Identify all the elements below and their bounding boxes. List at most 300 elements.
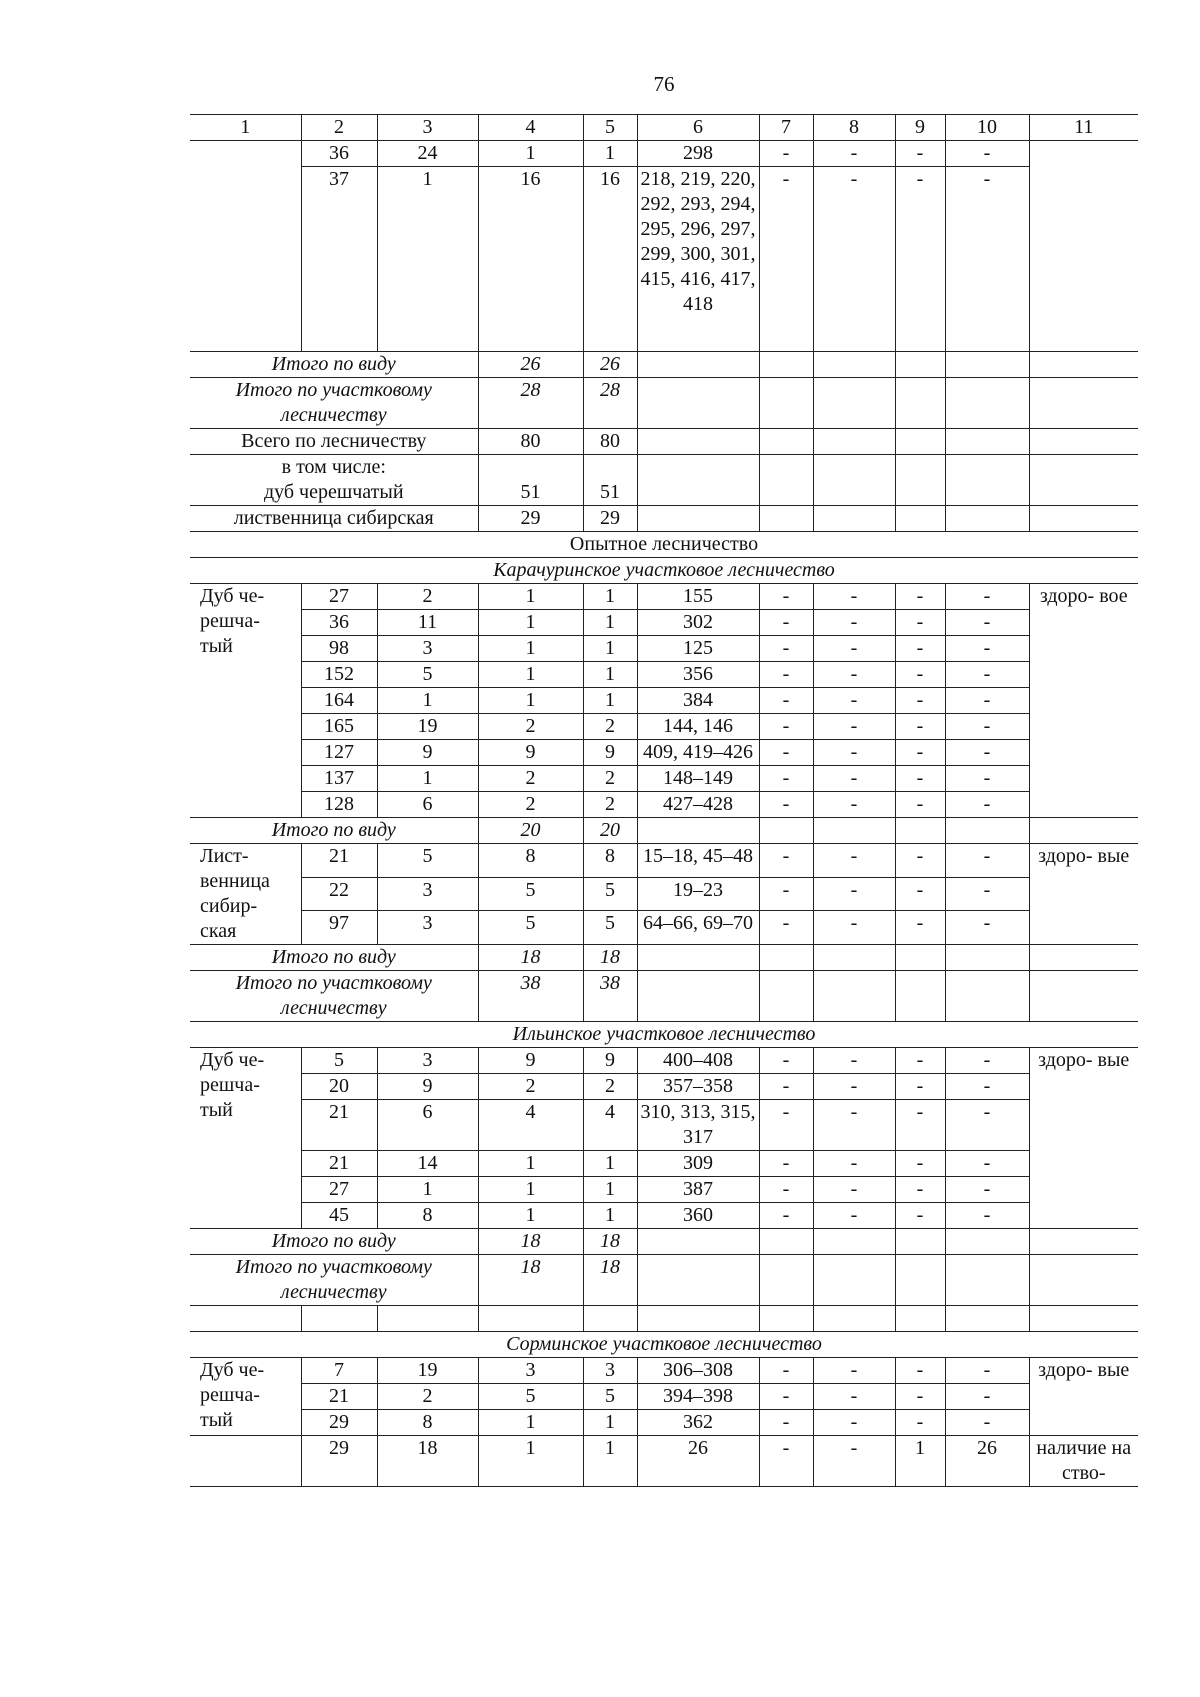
table-cell: - xyxy=(813,740,895,766)
total-row xyxy=(190,378,1138,429)
table-cell: 8 xyxy=(583,844,637,878)
table-cell: 29 xyxy=(583,506,637,532)
table-cell: 21 xyxy=(301,1151,377,1177)
species-cell xyxy=(190,1048,301,1229)
table-cell: - xyxy=(945,1177,1029,1203)
table-cell: 97 xyxy=(301,911,377,945)
table-cell: 21 xyxy=(301,1100,377,1151)
table-cell: 80 xyxy=(583,429,637,455)
table-cell: 427–428 xyxy=(637,792,759,818)
table-cell xyxy=(895,378,945,429)
table-cell: - xyxy=(759,167,813,352)
table-cell xyxy=(813,1306,895,1332)
table-cell: - xyxy=(895,792,945,818)
table-cell: - xyxy=(759,1100,813,1151)
table-cell: 26 xyxy=(945,1436,1029,1487)
table-cell xyxy=(759,1229,813,1255)
table-cell: - xyxy=(945,792,1029,818)
table-cell xyxy=(813,1229,895,1255)
table-cell xyxy=(1029,378,1138,429)
table-cell: 1 xyxy=(478,610,583,636)
table-cell: 38 xyxy=(478,971,583,1022)
table-cell: 2 xyxy=(478,1074,583,1100)
table-cell: 19 xyxy=(377,1358,478,1384)
table-cell: - xyxy=(895,1410,945,1436)
table-cell: 1 xyxy=(377,1177,478,1203)
table-cell: 16 xyxy=(478,167,583,352)
section-title-row xyxy=(190,1022,1138,1048)
table-cell xyxy=(813,818,895,844)
table-cell: - xyxy=(895,877,945,911)
table-cell: - xyxy=(759,877,813,911)
table-cell: - xyxy=(813,141,895,167)
table-cell: 1 xyxy=(583,688,637,714)
table-cell: 80 xyxy=(478,429,583,455)
table-cell: - xyxy=(945,714,1029,740)
table-cell: - xyxy=(759,1048,813,1074)
table-cell: 36 xyxy=(301,141,377,167)
table-cell: 3 xyxy=(377,1048,478,1074)
table-cell: 9 xyxy=(478,1048,583,1074)
table-cell xyxy=(759,818,813,844)
table-cell xyxy=(1029,1229,1138,1255)
table-row xyxy=(190,636,1138,662)
table-cell: 8 xyxy=(377,1410,478,1436)
table-cell: 9 xyxy=(583,740,637,766)
subtotal-label: дуб черешчатый xyxy=(263,481,404,503)
table-cell: - xyxy=(945,610,1029,636)
table-cell: - xyxy=(813,167,895,352)
table-cell: 38 xyxy=(583,971,637,1022)
table-cell: - xyxy=(759,740,813,766)
column-header: 1 xyxy=(190,115,301,141)
table-cell: 1 xyxy=(478,1177,583,1203)
table-cell: 127 xyxy=(301,740,377,766)
table-cell: 22 xyxy=(301,877,377,911)
table-cell: - xyxy=(813,911,895,945)
table-cell: - xyxy=(813,584,895,610)
table-cell: 3 xyxy=(377,636,478,662)
condition-note: здоро- вое xyxy=(1029,584,1138,818)
table-cell: - xyxy=(945,584,1029,610)
table-cell: 148–149 xyxy=(637,766,759,792)
table-cell xyxy=(1029,945,1138,971)
table-cell: - xyxy=(813,1384,895,1410)
total-row xyxy=(190,971,1138,1022)
table-row xyxy=(190,792,1138,818)
table-cell: 26 xyxy=(478,352,583,378)
table-cell: 18 xyxy=(478,945,583,971)
table-cell xyxy=(759,429,813,455)
table-cell: 298 xyxy=(637,141,759,167)
table-cell xyxy=(1029,1306,1138,1332)
table-cell: 165 xyxy=(301,714,377,740)
table-cell xyxy=(813,945,895,971)
table-cell: 29 xyxy=(301,1410,377,1436)
table-row xyxy=(190,1203,1138,1229)
table-cell xyxy=(895,945,945,971)
table-cell: 27 xyxy=(301,1177,377,1203)
species-line: сибир- xyxy=(200,895,258,917)
table-row xyxy=(190,1410,1138,1436)
table-cell: 20 xyxy=(478,818,583,844)
table-cell: 18 xyxy=(583,945,637,971)
table-cell: 6 xyxy=(377,792,478,818)
table-cell: - xyxy=(813,844,895,878)
column-header: 5 xyxy=(583,115,637,141)
table-cell: 6 xyxy=(377,1100,478,1151)
table-cell: 5 xyxy=(478,877,583,911)
table-cell: 2 xyxy=(583,766,637,792)
table-cell: 28 xyxy=(478,378,583,429)
section-title-row xyxy=(190,1332,1138,1358)
table-cell: - xyxy=(945,1384,1029,1410)
table-cell: - xyxy=(945,1203,1029,1229)
table-cell: - xyxy=(759,1384,813,1410)
condition-note: здоро- вые xyxy=(1029,1048,1138,1229)
column-header: 10 xyxy=(945,115,1029,141)
table-cell xyxy=(895,1255,945,1306)
table-cell: - xyxy=(945,740,1029,766)
table-row xyxy=(190,584,1138,610)
table-cell xyxy=(637,945,759,971)
table-row xyxy=(190,1384,1138,1410)
table-cell: - xyxy=(895,662,945,688)
table-cell: - xyxy=(759,1074,813,1100)
table-cell: - xyxy=(759,911,813,945)
table-cell: 5 xyxy=(377,662,478,688)
table-cell: 9 xyxy=(377,740,478,766)
total-row xyxy=(190,352,1138,378)
table-cell: - xyxy=(813,1100,895,1151)
table-row xyxy=(190,662,1138,688)
table-cell: 2 xyxy=(478,792,583,818)
table-cell: 4 xyxy=(583,1100,637,1151)
species-line: тый xyxy=(200,1409,233,1431)
table-cell: 18 xyxy=(478,1255,583,1306)
table-cell xyxy=(637,1306,759,1332)
table-cell: - xyxy=(945,844,1029,878)
table-cell: - xyxy=(813,610,895,636)
table-cell: 1 xyxy=(895,1436,945,1487)
table-cell xyxy=(190,1436,301,1487)
species-line: Дуб че- xyxy=(200,1359,265,1381)
table-cell: 21 xyxy=(301,844,377,878)
table-cell: - xyxy=(945,1410,1029,1436)
table-cell: 18 xyxy=(478,1229,583,1255)
table-cell: 1 xyxy=(583,1410,637,1436)
header-row xyxy=(190,115,1138,141)
table-cell xyxy=(813,971,895,1022)
table-cell xyxy=(945,352,1029,378)
table-cell: 5 xyxy=(583,911,637,945)
total-label: Итого по виду xyxy=(190,818,478,844)
empty-row xyxy=(190,1306,1138,1332)
table-cell: 9 xyxy=(583,1048,637,1074)
table-cell: 400–408 xyxy=(637,1048,759,1074)
table-cell: 409, 419–426 xyxy=(637,740,759,766)
table-cell xyxy=(813,506,895,532)
table-cell xyxy=(895,506,945,532)
table-cell xyxy=(1029,971,1138,1022)
table-cell xyxy=(190,455,478,506)
table-cell xyxy=(895,429,945,455)
condition-note: наличие на ство- xyxy=(1029,1436,1138,1487)
table-cell xyxy=(945,818,1029,844)
table-cell: 5 xyxy=(478,911,583,945)
table-cell: 2 xyxy=(583,792,637,818)
table-cell xyxy=(759,506,813,532)
table-row xyxy=(190,1436,1138,1487)
table-cell xyxy=(945,1306,1029,1332)
table-cell xyxy=(583,455,637,506)
table-cell: 5 xyxy=(301,1048,377,1074)
table-row xyxy=(190,911,1138,945)
table-cell: 26 xyxy=(583,352,637,378)
table-cell: - xyxy=(759,766,813,792)
table-cell xyxy=(813,455,895,506)
table-cell: - xyxy=(759,584,813,610)
table-cell xyxy=(1029,352,1138,378)
table-row xyxy=(190,877,1138,911)
table-cell: - xyxy=(895,1100,945,1151)
table-cell: 1 xyxy=(478,1203,583,1229)
column-header: 9 xyxy=(895,115,945,141)
table-cell: 1 xyxy=(478,688,583,714)
table-row xyxy=(190,610,1138,636)
table-cell: 394–398 xyxy=(637,1384,759,1410)
table-row xyxy=(190,1048,1138,1074)
species-line: Дуб че- xyxy=(200,585,265,607)
table-cell: - xyxy=(813,636,895,662)
table-cell: - xyxy=(895,1203,945,1229)
table-cell: - xyxy=(759,1177,813,1203)
column-header: 3 xyxy=(377,115,478,141)
table-cell xyxy=(637,818,759,844)
table-cell: 1 xyxy=(583,141,637,167)
total-label: Итого по участковому лесничеству xyxy=(190,378,478,429)
total-label: Итого по виду xyxy=(190,1229,478,1255)
table-cell: 2 xyxy=(377,1384,478,1410)
species-line: венница xyxy=(200,870,270,892)
table-cell: - xyxy=(895,167,945,352)
table-cell xyxy=(190,1306,301,1332)
total-row xyxy=(190,429,1138,455)
table-cell: 2 xyxy=(583,1074,637,1100)
table-cell xyxy=(1029,429,1138,455)
table-cell: 29 xyxy=(478,506,583,532)
column-header: 11 xyxy=(1029,115,1138,141)
table-cell: - xyxy=(945,662,1029,688)
table-cell: - xyxy=(895,610,945,636)
table-cell: 18 xyxy=(583,1229,637,1255)
table-cell: 5 xyxy=(377,844,478,878)
table-cell: - xyxy=(895,911,945,945)
table-cell: 306–308 xyxy=(637,1358,759,1384)
table-cell: 1 xyxy=(583,636,637,662)
species-line: Дуб че- xyxy=(200,1049,265,1071)
table-row xyxy=(190,766,1138,792)
table-cell xyxy=(945,506,1029,532)
table-cell xyxy=(478,455,583,506)
table-cell xyxy=(377,1306,478,1332)
total-label: Итого по участковому лесничеству xyxy=(190,1255,478,1306)
table-cell xyxy=(895,1306,945,1332)
species-line: решча- xyxy=(200,610,260,632)
table-cell: 15–18, 45–48 xyxy=(637,844,759,878)
table-cell: - xyxy=(759,1203,813,1229)
total-row xyxy=(190,1229,1138,1255)
table-cell: - xyxy=(759,844,813,878)
table-cell: 3 xyxy=(377,911,478,945)
table-cell: - xyxy=(895,740,945,766)
table-cell: 2 xyxy=(478,766,583,792)
table-cell: 28 xyxy=(583,378,637,429)
species-line: тый xyxy=(200,1099,233,1121)
table-cell: 5 xyxy=(583,1384,637,1410)
table-cell: 155 xyxy=(637,584,759,610)
table-cell: 302 xyxy=(637,610,759,636)
table-row xyxy=(190,141,1138,167)
table-row xyxy=(190,714,1138,740)
table-cell xyxy=(945,429,1029,455)
section-title: Карачуринское участковое лесничество xyxy=(190,558,1138,584)
table-cell: 1 xyxy=(478,1436,583,1487)
table-cell xyxy=(1029,141,1138,352)
column-header: 7 xyxy=(759,115,813,141)
table-cell: 152 xyxy=(301,662,377,688)
table-cell xyxy=(945,945,1029,971)
table-cell: 24 xyxy=(377,141,478,167)
species-cell xyxy=(190,1358,301,1436)
table-cell: 356 xyxy=(637,662,759,688)
table-cell xyxy=(759,378,813,429)
species-line: решча- xyxy=(200,1384,260,1406)
condition-note: здоро- вые xyxy=(1029,1358,1138,1436)
table-cell: - xyxy=(945,877,1029,911)
condition-note: здоро- вые xyxy=(1029,844,1138,945)
table-cell xyxy=(637,1255,759,1306)
table-row xyxy=(190,1151,1138,1177)
table-cell xyxy=(1029,506,1138,532)
table-cell: - xyxy=(813,1048,895,1074)
section-title-row xyxy=(190,558,1138,584)
table-cell: 37 xyxy=(301,167,377,352)
section-title: Опытное лесничество xyxy=(190,532,1138,558)
table-cell: - xyxy=(945,1074,1029,1100)
table-cell: - xyxy=(813,766,895,792)
table-cell: 1 xyxy=(478,1410,583,1436)
table-cell: 27 xyxy=(301,584,377,610)
table-cell: - xyxy=(945,766,1029,792)
table-cell xyxy=(637,506,759,532)
table-cell xyxy=(945,455,1029,506)
total-row xyxy=(190,945,1138,971)
total-label: лиственница сибирская xyxy=(190,506,478,532)
table-cell xyxy=(813,1255,895,1306)
table-cell: 8 xyxy=(377,1203,478,1229)
table-cell: 2 xyxy=(478,714,583,740)
table-cell: - xyxy=(945,167,1029,352)
table-cell xyxy=(637,352,759,378)
table-cell xyxy=(478,1306,583,1332)
table-cell: 11 xyxy=(377,610,478,636)
table-cell: 1 xyxy=(478,662,583,688)
table-cell xyxy=(637,378,759,429)
forest-table xyxy=(190,114,1138,1487)
table-cell: 26 xyxy=(637,1436,759,1487)
table-cell: - xyxy=(895,688,945,714)
table-cell: - xyxy=(813,1436,895,1487)
table-cell: 2 xyxy=(377,584,478,610)
table-cell xyxy=(895,455,945,506)
table-cell: - xyxy=(895,636,945,662)
table-cell: 36 xyxy=(301,610,377,636)
table-cell: 20 xyxy=(583,818,637,844)
table-cell: 98 xyxy=(301,636,377,662)
value: 51 xyxy=(600,481,620,503)
table-cell: 21 xyxy=(301,1384,377,1410)
table-cell xyxy=(945,1229,1029,1255)
table-cell: - xyxy=(895,714,945,740)
table-cell: 64–66, 69–70 xyxy=(637,911,759,945)
table-cell: 20 xyxy=(301,1074,377,1100)
table-cell: - xyxy=(759,636,813,662)
total-row xyxy=(190,818,1138,844)
species-line: Лист- xyxy=(200,845,249,867)
table-cell: - xyxy=(759,1358,813,1384)
table-cell: 384 xyxy=(637,688,759,714)
table-cell xyxy=(759,1255,813,1306)
table-cell xyxy=(895,971,945,1022)
table-cell xyxy=(895,1229,945,1255)
table-cell: - xyxy=(895,584,945,610)
total-row xyxy=(190,1255,1138,1306)
table-cell: - xyxy=(945,688,1029,714)
table-cell: 8 xyxy=(478,844,583,878)
column-header: 2 xyxy=(301,115,377,141)
column-header: 4 xyxy=(478,115,583,141)
table-cell: 16 xyxy=(583,167,637,352)
table-cell: - xyxy=(945,1100,1029,1151)
table-cell: 144, 146 xyxy=(637,714,759,740)
table-cell: 164 xyxy=(301,688,377,714)
table-cell xyxy=(637,1229,759,1255)
table-cell: 1 xyxy=(583,1203,637,1229)
table-cell xyxy=(759,352,813,378)
table-cell: 9 xyxy=(377,1074,478,1100)
table-row xyxy=(190,1358,1138,1384)
table-cell: 1 xyxy=(478,636,583,662)
table-cell: - xyxy=(759,1410,813,1436)
species-line: ская xyxy=(200,920,237,942)
section-title: Сорминское участковое лесничество xyxy=(190,1332,1138,1358)
table-cell: - xyxy=(759,1436,813,1487)
table-cell: - xyxy=(813,1177,895,1203)
table-cell xyxy=(813,429,895,455)
table-cell: 128 xyxy=(301,792,377,818)
table-cell: 3 xyxy=(377,877,478,911)
section-title: Ильинское участковое лесничество xyxy=(190,1022,1138,1048)
table-cell: - xyxy=(945,1151,1029,1177)
table-cell: - xyxy=(813,792,895,818)
section-title-row xyxy=(190,532,1138,558)
table-cell: - xyxy=(759,792,813,818)
table-cell: 1 xyxy=(478,141,583,167)
table-cell: 1 xyxy=(583,584,637,610)
table-row xyxy=(190,740,1138,766)
total-label: Всего по лесничеству xyxy=(190,429,478,455)
